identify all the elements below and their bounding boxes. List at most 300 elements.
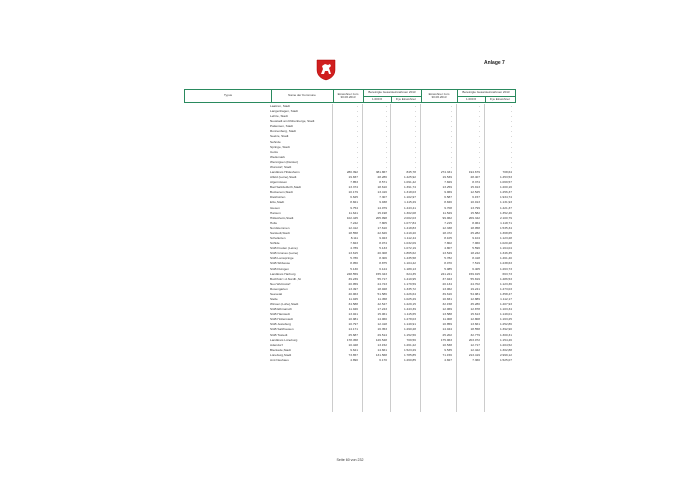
table-cell: -: [385, 134, 387, 139]
table-cell: 7.853: [350, 180, 358, 185]
table-cell: 1.091,42: [403, 180, 416, 185]
table-cell: -: [510, 149, 512, 154]
table-cell: 54.981: [470, 291, 480, 296]
table-cell: 1.154,46: [499, 337, 512, 342]
table-cell: 1.407,93: [499, 302, 512, 307]
table-cell: 13.021: [348, 312, 358, 317]
table-cell: -: [414, 139, 416, 144]
table-cell: -: [510, 124, 512, 129]
table-cell: 1.260,85: [403, 357, 416, 362]
table-cell: 12.069: [442, 307, 452, 312]
table-cell: 20.308: [377, 251, 387, 256]
table-cell: -: [356, 124, 358, 129]
table-cell: -: [450, 119, 452, 124]
table-cell: 15.913: [470, 185, 480, 190]
table-cell: 8.064: [472, 220, 480, 225]
table-cell: 20.959: [348, 281, 358, 286]
kommune-name: Buchholz i.d.Nordh.,St: [270, 276, 301, 281]
table-cell: 20.134: [442, 281, 452, 286]
table-cell: 205.998: [375, 215, 387, 220]
table-cell: 14.171: [348, 327, 358, 332]
table-cell: 1.523,29: [403, 347, 416, 352]
table-cell: 15.582: [470, 210, 480, 215]
kommune-name: Bad Salzdetfurth,Stadt: [270, 185, 301, 190]
table-cell: -: [356, 119, 358, 124]
kommune-name: SGB Sibbesse: [270, 261, 291, 266]
table-cell: 51.586: [377, 291, 387, 296]
table-cell: 10.831: [442, 296, 452, 301]
table-cell: 5.133: [379, 246, 387, 251]
table-cell: -: [510, 104, 512, 108]
table-cell: 4.807: [444, 246, 452, 251]
kommune-name: Sehnde: [270, 139, 281, 144]
table-cell: -: [510, 129, 512, 134]
table-cell: -: [385, 119, 387, 124]
table-cell: 12.525: [470, 190, 480, 195]
table-cell: 9.023: [379, 236, 387, 241]
table-cell: 1.115,65: [404, 312, 416, 317]
table-cell: 9.535: [444, 347, 452, 352]
table-cell: -: [356, 134, 358, 139]
table-cell: 1.112,44: [404, 236, 416, 241]
table-cell: 10.428: [348, 342, 358, 347]
table-cell: 7.307: [379, 195, 387, 200]
kommune-name: SGB Elbmarsch: [270, 307, 293, 312]
table-cell: 4.890: [350, 357, 358, 362]
table-cell: 13.062: [442, 286, 452, 291]
table-cell: -: [510, 109, 512, 114]
table-cell: 663,73: [502, 271, 512, 276]
table-cell: -: [450, 109, 452, 114]
table-cell: 2.999,12: [499, 352, 512, 357]
table-cell: 1.453,53: [499, 175, 512, 180]
table-cell: -: [510, 159, 512, 164]
table-cell: 126.548: [375, 337, 387, 342]
table-cell: -: [385, 114, 387, 119]
table-cell: 1.123,36: [499, 281, 512, 286]
table-cell: 1.486,53: [499, 276, 512, 281]
kommune-name: SGB Tostedt: [270, 332, 288, 337]
table-cell: -: [356, 144, 358, 149]
table-cell: 4.827: [444, 357, 452, 362]
kommune-name: Stelle: [270, 296, 278, 301]
table-cell: -: [478, 104, 480, 108]
table-cell: 5.085: [444, 266, 452, 271]
table-cell: 7.215: [444, 220, 452, 225]
table-cell: 55.819: [470, 276, 480, 281]
table-cell: 18.558: [470, 327, 480, 332]
table-cell: 73.657: [348, 352, 358, 357]
table-cell: 1.934,74: [499, 195, 512, 200]
table-cell: 9.969: [444, 190, 452, 195]
table-cell: 5.782: [444, 256, 452, 261]
table-cell: 1.419,95: [403, 276, 416, 281]
table-cell: 1.525,07: [499, 357, 512, 362]
table-cell: 7.242: [350, 220, 358, 225]
table-cell: 8.074: [379, 241, 387, 246]
table-cell: -: [478, 154, 480, 159]
table-cell: -: [450, 149, 452, 154]
table-cell: 15.061: [377, 312, 387, 317]
table-cell: -: [356, 129, 358, 134]
kommune-name: Rosengarten: [270, 286, 288, 291]
kommune-name: Neustadt am Rübenberge, Stadt: [270, 119, 315, 124]
table-cell: 55.717: [377, 276, 387, 281]
kommune-name: Holle: [270, 220, 278, 225]
kommune-name: Seevetal: [270, 291, 283, 296]
table-cell: 25.202: [442, 332, 452, 337]
table-cell: 32.158: [442, 302, 452, 307]
table-cell: 1.256,37: [499, 190, 512, 195]
table-cell: 12.338: [442, 225, 452, 230]
table-cell: -: [385, 154, 387, 159]
table-cell: 12.889: [470, 296, 480, 301]
table-cell: -: [510, 119, 512, 124]
kommune-name: Landkreis Hildesheim: [270, 170, 300, 175]
kommune-name: Wedemark: [270, 154, 285, 159]
table-cell: 18.958: [470, 225, 480, 230]
table-cell: 19.837: [348, 175, 358, 180]
table-cell: -: [450, 139, 452, 144]
table-cell: 1.358,47: [499, 291, 512, 296]
table-cell: -: [478, 109, 480, 114]
table-cell: 1.418,83: [403, 225, 416, 230]
kommune-name: SGB Hanstedt: [270, 312, 290, 317]
table-cell: 1.025,29: [403, 296, 416, 301]
page-number: Seite 60 von 232: [336, 458, 364, 462]
table-cell: 4.789: [350, 246, 358, 251]
table-cell: -: [478, 119, 480, 124]
table-cell: 213.419: [468, 352, 480, 357]
table-cell: 22.626: [377, 230, 387, 235]
header-gesamt-2: Bereinigte Gesamteinnahmen 2013: [462, 90, 510, 95]
table-cell: 24.702: [470, 281, 480, 286]
table-cell: 1.118,71: [500, 220, 512, 225]
table-cell: -: [356, 104, 358, 108]
table-cell: 7.802: [444, 241, 452, 246]
table-cell: 10.013: [470, 200, 480, 205]
table-cell: 9.754: [350, 205, 358, 210]
table-cell: 15.613: [470, 312, 480, 317]
table-cell: 5.130: [350, 266, 358, 271]
table-cell: 1.335,72: [403, 286, 416, 291]
table-cell: 18.558: [348, 230, 358, 235]
table-cell: 1.352,46: [499, 210, 512, 215]
table-cell: 19.539: [442, 175, 452, 180]
kommune-name: Langenhagen, Stadt: [270, 109, 298, 114]
table-cell: 13.497: [348, 286, 358, 291]
table-cell: -: [450, 129, 452, 134]
table-cell: 17.610: [377, 225, 387, 230]
table-cell: -: [385, 139, 387, 144]
table-cell: -: [450, 159, 452, 164]
table-cell: -: [385, 109, 387, 114]
table-cell: 8.418: [472, 256, 480, 261]
table-cell: -: [450, 144, 452, 149]
kommune-name: SGB Lamspringe: [270, 256, 294, 261]
table-cell: -: [385, 149, 387, 154]
kommune-name: Landkreis Lüneburg: [270, 337, 298, 342]
table-cell: -: [414, 114, 416, 119]
table-cell: 1.123,28: [499, 236, 512, 241]
table-cell: 14.044: [442, 327, 452, 332]
table-cell: 159.915: [468, 271, 480, 276]
kommune-name: Lehrte, Stadt: [270, 114, 288, 119]
kommune-name: SGB Gronau (Leine): [270, 251, 299, 256]
table-cell: -: [414, 134, 416, 139]
table-cell: 1.461,40: [499, 256, 512, 261]
table-cell: 1.435,58: [403, 256, 416, 261]
table-cell: 8.846: [444, 200, 452, 205]
table-cell: 1.200,16: [499, 185, 512, 190]
table-cell: 71.156: [442, 352, 452, 357]
table-cell: 12.412: [348, 225, 358, 230]
table-cell: 13.799: [470, 205, 480, 210]
table-cell: 12.878: [470, 307, 480, 312]
table-cell: -: [356, 164, 358, 169]
table-cell: -: [414, 154, 416, 159]
table-cell: 209.342: [468, 215, 480, 220]
table-cell: 14.060: [377, 317, 387, 322]
table-cell: 45.280: [470, 302, 480, 307]
kommune-name: Wunstorf, Stadt: [270, 164, 292, 169]
table-cell: -: [450, 154, 452, 159]
table-cell: 2.100,79: [499, 215, 512, 220]
header-name: Name der Kommune: [288, 93, 316, 98]
kommune-name: Nordstemmen: [270, 225, 290, 230]
kommune-name: Laatzen, Stadt: [270, 104, 290, 108]
table-cell: 175.963: [440, 337, 452, 342]
kommune-name: Ronnenberg, Stadt: [270, 129, 296, 134]
table-cell: 39.239: [348, 276, 358, 281]
table-cell: 10.981: [348, 317, 358, 322]
kommune-name: SGB Duingen: [270, 266, 289, 271]
table-cell: 8.070: [444, 261, 452, 266]
table-cell: 7.960: [472, 241, 480, 246]
table-cell: 11.045: [348, 296, 358, 301]
header-je-1: € je Einwohner: [396, 96, 416, 101]
table-cell: 12.717: [470, 342, 480, 347]
table-cell: 13.416: [377, 190, 387, 195]
table-cell: 1.443,41: [403, 205, 416, 210]
table-cell: -: [385, 144, 387, 149]
table-cell: 1.189,13: [403, 266, 416, 271]
kommune-name: Seelze, Stadt: [270, 134, 289, 139]
table-cell: 1.112,17: [500, 296, 512, 301]
kommune-name: Schellerten: [270, 236, 286, 241]
kommune-name: Bockenem,Stadt: [270, 190, 293, 195]
table-cell: 18.610: [377, 185, 387, 190]
table-cell: 28.407: [470, 175, 480, 180]
table-cell: 1.865,62: [403, 251, 416, 256]
header-gesamt-1: Bereinigte Gesamteinnahmen 2013: [368, 90, 416, 95]
table-cell: 1.219,20: [403, 230, 416, 235]
kommune-name: Lüneburg,Stadt: [270, 352, 292, 357]
table-cell: 6.157: [472, 195, 480, 200]
table-cell: 99.962: [442, 215, 452, 220]
table-cell: 194.679: [468, 170, 480, 175]
table-cell: 6.625: [350, 195, 358, 200]
table-cell: 32.779: [470, 332, 480, 337]
table-cell: -: [450, 164, 452, 169]
table-cell: 1.163,25: [499, 317, 512, 322]
table-cell: 1.152,56: [403, 332, 416, 337]
table-cell: 8.050: [350, 261, 358, 266]
table-cell: 155.343: [375, 271, 387, 276]
kommune-name: Amt Neuhaus: [270, 357, 289, 362]
table-cell: 1.104,42: [403, 261, 416, 266]
table-cell: 8.105: [444, 236, 452, 241]
table-cell: 1.425,92: [403, 175, 416, 180]
table-cell: 11.641: [348, 210, 358, 215]
table-cell: 1.252,86: [499, 322, 512, 327]
table-cell: 6.587: [444, 195, 452, 200]
table-cell: 708,64: [502, 170, 512, 175]
table-cell: 1.421,37: [499, 205, 512, 210]
table-cell: -: [356, 149, 358, 154]
table-cell: -: [385, 104, 387, 108]
table-cell: 37.943: [442, 276, 452, 281]
table-cell: 13.549: [442, 251, 452, 256]
table-cell: 1.077,84: [403, 220, 416, 225]
table-cell: 13.152: [377, 342, 387, 347]
table-cell: -: [450, 104, 452, 108]
table-cell: 5.596: [472, 246, 480, 251]
kommune-name: Pattensen, Stadt: [270, 124, 293, 129]
table-cell: 1.290,28: [403, 327, 416, 332]
table-cell: 6.405: [472, 266, 480, 271]
table-cell: 1.164,04: [499, 246, 512, 251]
table-cell: 11.458: [377, 296, 387, 301]
table-cell: 10.538: [442, 342, 452, 347]
table-cell: 1.102,97: [403, 195, 416, 200]
table-cell: -: [414, 119, 416, 124]
table-cell: 1.368,65: [499, 230, 512, 235]
table-cell: 1.069,57: [499, 180, 512, 185]
table-cell: 11.008: [442, 317, 452, 322]
table-cell: 7.805: [379, 220, 387, 225]
table-cell: -: [478, 139, 480, 144]
table-cell: -: [478, 164, 480, 169]
header-einwohner-2: Einwohner zum 30.06.2013: [428, 91, 450, 99]
table-cell: -: [450, 134, 452, 139]
kommune-name: Wennigsen (Deister): [270, 159, 299, 164]
table-cell: 709,56: [406, 337, 416, 342]
table-cell: 11.529: [442, 210, 452, 215]
table-cell: -: [385, 164, 387, 169]
table-cell: -: [356, 114, 358, 119]
table-header: [184, 89, 516, 103]
table-cell: 1.179,59: [403, 281, 416, 286]
table-cell: 15.198: [377, 210, 387, 215]
table-cell: -: [510, 134, 512, 139]
table-cell: -: [478, 114, 480, 119]
table-cell: 241.221: [440, 271, 452, 276]
table-cell: 624,35: [406, 271, 416, 276]
table-cell: 8.374: [472, 180, 480, 185]
table-cell: 1.535,34: [499, 225, 512, 230]
table-cell: 13.259: [442, 185, 452, 190]
table-cell: 8.821: [350, 200, 358, 205]
table-cell: 1.261,22: [403, 342, 416, 347]
table-cell: 1.263,73: [499, 266, 512, 271]
table-cell: -: [385, 159, 387, 164]
table-cell: -: [450, 124, 452, 129]
table-cell: 2.002,03: [403, 215, 416, 220]
table-cell: 40.963: [348, 291, 358, 296]
table-cell: 12.422: [470, 347, 480, 352]
table-cell: -: [414, 124, 416, 129]
table-cell: 13.615: [348, 251, 358, 256]
header-tsd-1: 1.000 €: [371, 96, 382, 101]
table-cell: -: [356, 109, 358, 114]
table-cell: 1.226,64: [403, 291, 416, 296]
table-cell: 11.946: [348, 307, 358, 312]
table-cell: 1.115,29: [404, 200, 416, 205]
table-cell: 42.547: [377, 302, 387, 307]
kommune-name: SGB Jesteburg: [270, 322, 291, 327]
kommune-name: SGB Salzhausen: [270, 327, 294, 332]
kommune-name: Söhlde: [270, 241, 280, 246]
table-cell: -: [414, 104, 416, 108]
table-cell: 16.353: [377, 327, 387, 332]
table-cell: 7.519: [472, 261, 480, 266]
kommune-name: Harsum: [270, 210, 281, 215]
table-cell: 1.229,15: [403, 302, 416, 307]
kommune-name: Bleckede,Stadt: [270, 347, 291, 352]
header-tsd-2: 1.000 €: [465, 96, 476, 101]
table-cell: -: [510, 144, 512, 149]
table-cell: -: [478, 124, 480, 129]
table-cell: -: [414, 149, 416, 154]
table-cell: 248.559: [346, 271, 358, 276]
table-cell: -: [478, 134, 480, 139]
table-cell: 8.306: [379, 256, 387, 261]
table-cell: 7.360: [472, 357, 480, 362]
kommune-name: Algermissen: [270, 180, 288, 185]
table-cell: -: [450, 114, 452, 119]
table-cell: 18.028: [377, 286, 387, 291]
table-cell: 1.346,35: [499, 251, 512, 256]
table-cell: 7.823: [350, 241, 358, 246]
coat-of-arms-icon: [316, 59, 336, 81]
table-cell: 9.621: [350, 347, 358, 352]
table-cell: 6.124: [379, 266, 387, 271]
kommune-name: Alfeld (Leine),Stadt: [270, 175, 297, 180]
table-cell: 17.243: [377, 307, 387, 312]
table-cell: 19.241: [470, 286, 480, 291]
table-cell: 8.111: [350, 236, 358, 241]
kommune-name: Diekholzen: [270, 195, 286, 200]
table-cell: -: [414, 144, 416, 149]
kommune-name: Adendorf: [270, 342, 283, 347]
table-cell: 25.687: [348, 332, 358, 337]
kommune-name: Neu Wulmstorf: [270, 281, 291, 286]
kommune-name: Landkreis Harburg: [270, 271, 296, 276]
table-cell: 39.616: [442, 291, 452, 296]
table-cell: 1.300,31: [499, 332, 512, 337]
table-cell: 1.318,03: [403, 190, 416, 195]
table-cell: 203.072: [468, 337, 480, 342]
kommune-name: SGB Freden (Leine): [270, 246, 298, 251]
table-cell: -: [510, 154, 512, 159]
kommune-name: Springe, Stadt: [270, 144, 290, 149]
table-cell: -: [478, 144, 480, 149]
table-cell: 1.131,93: [499, 200, 512, 205]
table-cell: -: [414, 109, 416, 114]
table-cell: 9.708: [444, 205, 452, 210]
table-cell: 1.149,91: [403, 322, 416, 327]
